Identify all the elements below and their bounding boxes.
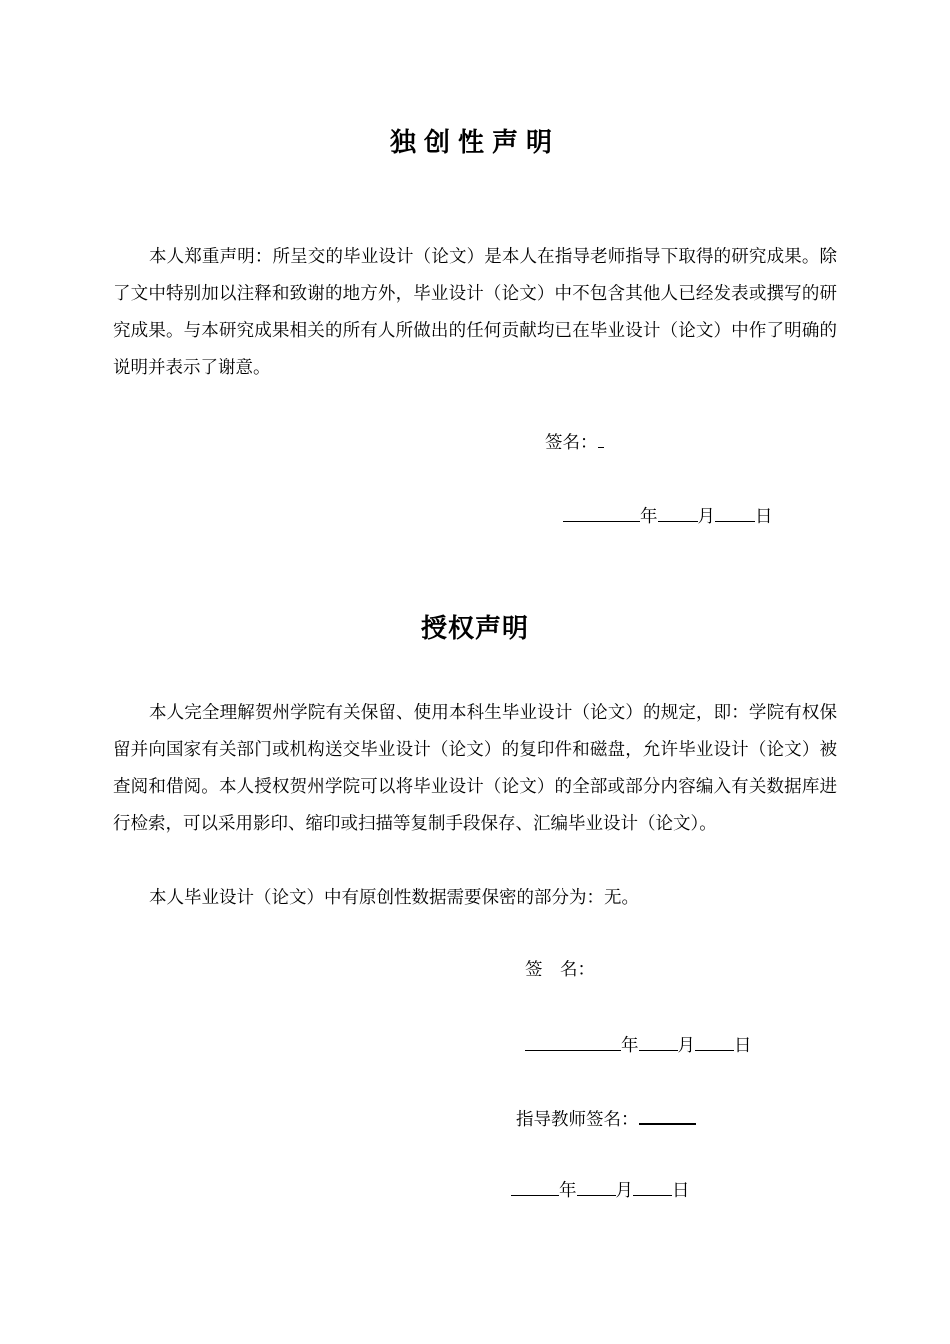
advisor-date [511,1176,690,1203]
signature-label: 签名： [545,433,598,453]
authorization-date [525,1031,752,1058]
year-blank[interactable] [525,1031,621,1051]
advisor-signature [516,1104,696,1132]
authorization-confidential: 本人毕业设计（论文）中有原创性数据需要保密的部分为：无。 [149,888,639,908]
month-blank[interactable] [577,1176,616,1196]
month-label: 月 [677,1036,695,1056]
originality-date [563,502,773,529]
signature-label: 签 名： [525,960,595,980]
day-blank[interactable] [633,1176,672,1196]
month-label: 月 [697,507,715,527]
authorization-signature [525,958,595,982]
day-blank[interactable] [695,1031,734,1051]
authorization-title: 授权声明 [420,614,529,644]
day-label: 日 [755,507,773,527]
authorization-body: 本人完全理解贺州学院有关保留、使用本科生毕业设计（论文）的规定，即：学院有权保留并向国家有关部门或机构送交毕业设计（论文）的复印件和磁盘，允许毕业设计（论文）被查阅和借阅。本人授权贺州学院可以将毕业设计（论文）的全部或部分内容编入有关数据库进行检索，可以采用影印、缩印或扫描等复制手段保存、汇编毕业设计（论文）。 [113,703,837,834]
day-blank[interactable] [715,502,755,522]
year-blank[interactable] [563,502,640,522]
originality-signature [545,428,604,455]
day-label: 日 [672,1181,690,1201]
year-label: 年 [640,507,658,527]
signature-blank[interactable] [598,428,604,448]
day-label: 日 [734,1036,752,1056]
month-blank[interactable] [639,1031,678,1051]
month-label: 月 [615,1181,633,1201]
year-blank[interactable] [511,1176,559,1196]
originality-body: 本人郑重声明：所呈交的毕业设计（论文）是本人在指导老师指导下取得的研究成果。除了文中特别加以注释和致谢的地方外，毕业设计（论文）中不包含其他人已经发表或撰写的研究成果。与本研究成果相关的所有人所做出的任何贡献均已在毕业设计（论文）中作了明确的说明并表示了谢意。 [113,247,837,378]
advisor-signature-blank[interactable] [639,1104,696,1125]
advisor-label: 指导教师签名： [516,1110,639,1130]
month-blank[interactable] [658,502,698,522]
year-label: 年 [621,1036,639,1056]
year-label: 年 [559,1181,577,1201]
originality-title: 独创性声明 [389,128,560,158]
